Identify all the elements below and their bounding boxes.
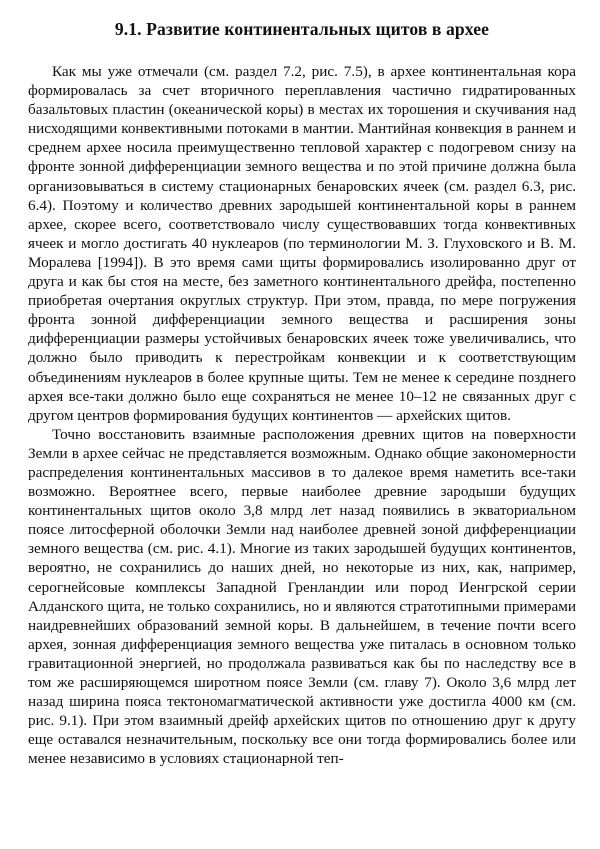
document-page [28,18,576,768]
paragraph-2: Точно восстановить взаимные расположения древних щитов на поверхности Земли в архее сейчас не представляется возможным. Однако общие закономерности распределения континентальных массивов в то далекое время наметить все-таки возможно. Вероятнее всего, первые наиболее древние зародыши будущих континентальных щитов около 3,8 млрд лет назад появились в экваториальном поясе литосферной оболочки Земли над наиболее древней зоной дифференциации земного вещества (см. рис. 4.1). Многие из таких зародышей будущих континентов, вероятно, не сохранились до наших дней, но некоторые из них, как, например, серогнейсовые комплексы Западной Гренландии или пород Иенгрской серии Алданского щита, не только сохранились, но и являются стратотипными примерами наидревнейших образований земной коры. В дальнейшем, в течение почти всего архея, зонная дифференциация земного вещества уже питалась в основном только гравитационной энергией, но продолжала развиваться как бы по наследству все в том же расширяющемся широтном поясе Земли (см. главу 7). Около 3,6 млрд лет назад ширина пояса тектономагматической активности уже достигла 4000 км (см. рис. 9.1). При этом взаимный дрейф архейских щитов по отношению друг к другу еще оставался незначительным, поскольку все они тогда формировались более или менее независимо в условиях стационарной теп- [28,425,576,768]
paragraph-1: Как мы уже отмечали (см. раздел 7.2, рис. 7.5), в архее континентальная кора формировалась за счет вторичного переплавления частично гидратированных базальтовых пластин (океанической коры) в местах их торошения и скучивания над нисходящими конвективными потоками в мантии. Мантийная конвекция в раннем и среднем архее носила преимущественно тепловой характер с подогревом снизу на фронте зонной дифференциации земного вещества и по этой причине должна была организовываться в систему стационарных бенаровских ячеек (см. раздел 6.3, рис. 6.4). Поэтому и количество древних зародышей континентальной коры в раннем архее, скорее всего, соответствовало числу существовавших тогда конвективных ячеек и могло достигать 40 нуклеаров (по терминологии М. З. Глуховского и В. М. Моралева [1994]). В это время сами щиты формировались изолированно друг от друга и как бы стоя на месте, без заметного континентального дрейфа, постепенно приобретая очертания округлых структур. При этом, правда, по мере погружения фронта зонной дифференциации земного вещества и расширения зоны дифференциации размеры устойчивых бенаровских ячеек тоже увеличивались, что должно было приводить к перестройкам конвекции и к соответствующим объединениям нуклеаров в более крупные щиты. Тем не менее к середине позднего архея все-таки должно было еще сохраняться не менее 10–12 не связанных друг с другом центров формирования будущих континентов — архейских щитов. [28,63,576,424]
section-heading: 9.1. Развитие континентальных щитов в архее [114,19,490,39]
